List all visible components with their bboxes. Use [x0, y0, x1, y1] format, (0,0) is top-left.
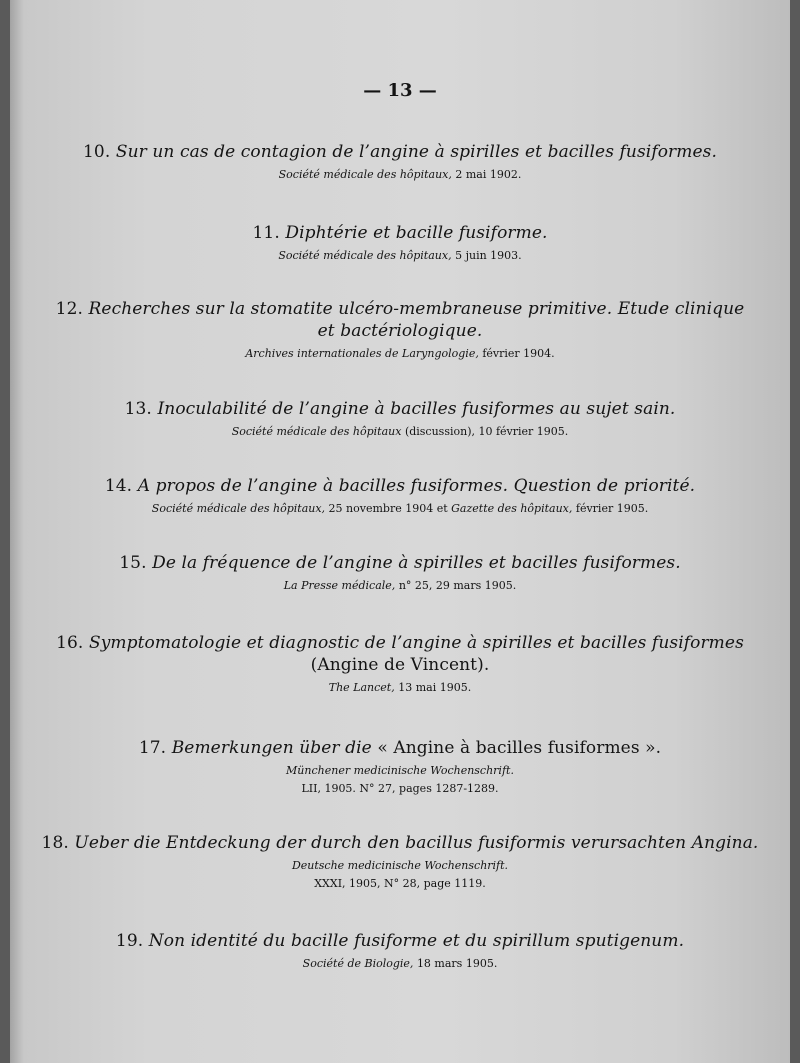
- entry-number: 10.: [82, 142, 111, 162]
- entry-source: [10, 955, 790, 973]
- source-journal: Société médicale des hôpitaux,: [278, 249, 452, 262]
- entry-source: [10, 166, 790, 184]
- entry-title-text-2: et bactériologique.: [317, 321, 483, 341]
- bibliography-entry-12: [10, 298, 790, 363]
- entry-number: 18.: [41, 833, 69, 853]
- entry-number: 11.: [252, 223, 280, 243]
- entry-source-details: LII, 1905. N° 27, pages 1287-1289.: [301, 782, 499, 795]
- entry-number: 12.: [55, 299, 84, 319]
- entry-title: [10, 398, 790, 420]
- bibliography-entry-11: [10, 222, 790, 265]
- entry-title: [10, 552, 790, 574]
- source-date: 13 mai 1905.: [398, 681, 472, 694]
- entry-title: [10, 475, 790, 497]
- entry-title-text: De la fréquence de l’angine à spirilles et bacilles fusiformes.: [152, 553, 681, 573]
- entry-title-text: Bemerkungen über die: [171, 738, 372, 758]
- entry-title-text-2: (Angine de Vincent).: [310, 655, 490, 675]
- entry-title-text: Non identité du bacille fusiforme et du spirillum sputigenum.: [148, 931, 685, 951]
- entry-source: [10, 345, 790, 363]
- entry-number: 19.: [115, 931, 144, 951]
- bibliography-entry-19: [10, 930, 790, 973]
- source-journal-2: Gazette des hôpitaux,: [451, 502, 573, 515]
- entry-title-continued: [10, 654, 790, 676]
- entry-number: 14.: [104, 476, 133, 496]
- entry-title: [10, 141, 790, 163]
- entry-source: [10, 500, 790, 518]
- source-journal: Société médicale des hôpitaux: [231, 425, 402, 438]
- source-date-2: février 1905.: [575, 502, 649, 515]
- bibliography-entry-14: [10, 475, 790, 518]
- entry-number: 13.: [124, 399, 152, 419]
- entry-number: 17.: [138, 738, 167, 758]
- entry-source-details: XXXI, 1905, N° 28, page 1119.: [314, 877, 486, 890]
- entry-number: 15.: [119, 553, 147, 573]
- entry-title-continued: [10, 320, 790, 342]
- entry-number: 16.: [56, 633, 84, 653]
- bibliography-entry-18: [10, 832, 790, 893]
- entry-source: [10, 857, 790, 875]
- entry-source: [10, 423, 790, 441]
- entry-title: [10, 930, 790, 952]
- source-journal: La Presse médicale,: [283, 579, 396, 592]
- document-page: [10, 0, 790, 1063]
- source-date: (discussion), 10 février 1905.: [404, 425, 569, 438]
- entry-title-text: Sur un cas de contagion de l’angine à spirilles et bacilles fusiformes.: [115, 142, 717, 162]
- entry-source: [10, 247, 790, 265]
- source-journal: Deutsche medicinische Wochenschrift.: [291, 859, 509, 872]
- source-journal: Société médicale des hôpitaux,: [278, 168, 452, 181]
- bibliography-entry-17: [10, 737, 790, 798]
- source-journal: Münchener medicinische Wochenschrift.: [286, 764, 514, 777]
- entry-source: [10, 762, 790, 780]
- entry-title-text: Symptomatologie et diagnostic de l’angine à spirilles et bacilles fusiformes: [88, 633, 744, 653]
- source-date: février 1904.: [482, 347, 555, 360]
- entry-source: [10, 679, 790, 697]
- bibliography-entry-15: [10, 552, 790, 595]
- entry-title-text: Ueber die Entdeckung der durch den bacillus fusiformis verursachten Angina.: [74, 833, 759, 853]
- source-date: 5 juin 1903.: [455, 249, 522, 262]
- entry-title-text: Diphtérie et bacille fusiforme.: [285, 223, 548, 243]
- source-journal: Société médicale des hôpitaux,: [151, 502, 326, 515]
- entry-title-text: A propos de l’angine à bacilles fusiformes. Question de priorité.: [137, 476, 696, 496]
- bibliography-entry-13: [10, 398, 790, 441]
- entry-title: [10, 298, 790, 320]
- page-number: — 13 —: [363, 80, 437, 101]
- entry-title-text: Inoculabilité de l’angine à bacilles fusiformes au sujet sain.: [157, 399, 676, 419]
- source-journal: The Lancet,: [328, 681, 395, 694]
- source-date: 18 mars 1905.: [416, 957, 498, 970]
- entry-title-text-roman: « Angine à bacilles fusiformes ».: [377, 738, 662, 758]
- entry-source: [10, 577, 790, 595]
- bibliography-entry-10: [10, 141, 790, 184]
- source-date: n° 25, 29 mars 1905.: [398, 579, 517, 592]
- entry-title: [10, 737, 790, 759]
- source-date: 2 mai 1902.: [455, 168, 522, 181]
- entry-title: [10, 222, 790, 244]
- source-date: 25 novembre 1904 et: [328, 502, 448, 515]
- entry-title-text: Recherches sur la stomatite ulcéro-membraneuse primitive. Etude clinique: [88, 299, 745, 319]
- source-journal: Archives internationales de Laryngologie,: [245, 347, 479, 360]
- entry-title: [10, 832, 790, 854]
- bibliography-entry-16: [10, 632, 790, 697]
- entry-title: [10, 632, 790, 654]
- source-journal: Société de Biologie,: [302, 957, 414, 970]
